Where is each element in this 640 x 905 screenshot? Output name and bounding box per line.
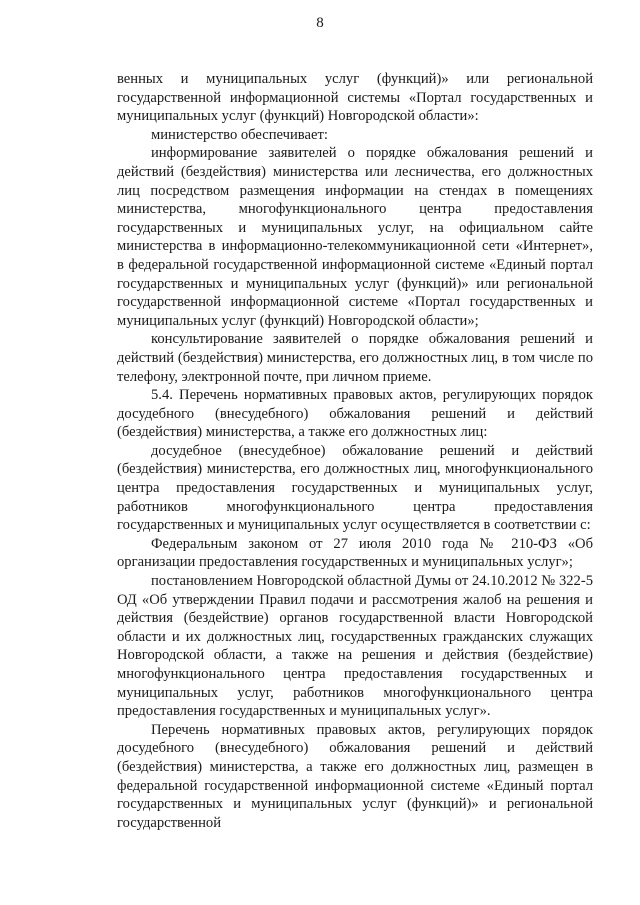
paragraph-4: консультирование заявителей о порядке обжалования решений и действий (бездействия) министерства, его должностных лиц, в том числе по телефону, электронной почте, при личном приеме. bbox=[117, 331, 593, 385]
paragraph-3: информирование заявителей о порядке обжалования решений и действий (бездействия) министерства или лесничества, его должностных лиц посредством размещения информации на стендах в помещениях министерства, многофункционального центра предоставления государственных и муниципальных услуг, на официальном сайте министерства в информационно-телекоммуникационной сети «Интернет», в федеральной государственной информационной системе «Единый портал государственных и муниципальных услуг (функций)» или региональной государственной информационной системе «Портал государственных и муниципальных услуг (функций) Новгородской области»; bbox=[117, 145, 593, 329]
paragraph-8: постановлением Новгородской областной Думы от 24.10.2012 № 322-5 ОД «Об утверждении Правил подачи и рассмотрения жалоб на решения и действия (бездействие) органов государственной власти Новгородской области и их должностных лиц, государственных гражданских служащих Новгородской области, а также на решения и действия (бездействие) многофункционального центра предоставления государственных и муниципальных услуг, работников многофункционального центра предоставления государственных и муниципальных услуг». bbox=[117, 573, 593, 720]
paragraph-6: досудебное (внесудебное) обжалование решений и действий (бездействия) министерства, его должностных лиц, многофункционального центра предоставления государственных и муниципальных услуг, работников многофункционального центра предоставления государственных и муниципальных услуг осуществляется в соответствии с: bbox=[117, 442, 593, 534]
paragraph-9: Перечень нормативных правовых актов, регулирующих порядок досудебного (внесудебного) обжалования решений и действий (бездействия) министерства, а также его должностных лиц, размещен в федеральной государственной информационной системе «Единый портал государственных и муниципальных услуг (функций)» и региональной государственной bbox=[117, 721, 593, 831]
paragraph-2: министерство обеспечивает: bbox=[151, 126, 328, 143]
paragraph-7: Федеральным законом от 27 июля 2010 года № 210-ФЗ «Об организации предоставления государственных и муниципальных услуг»; bbox=[117, 535, 593, 571]
paragraph-1: венных и муниципальных услуг (функций)» или региональной государственной информационной системы «Портал государственных и муниципальных услуг (функций) Новгородской области»: bbox=[117, 71, 593, 125]
paragraph-5: 5.4. Перечень нормативных правовых актов, регулирующих порядок досудебного (внесудебного) обжалования решений и действий (бездействия) министерства, а также его должностных лиц: bbox=[117, 387, 593, 441]
document-body bbox=[117, 70, 593, 832]
page-number: 8 bbox=[316, 15, 324, 31]
